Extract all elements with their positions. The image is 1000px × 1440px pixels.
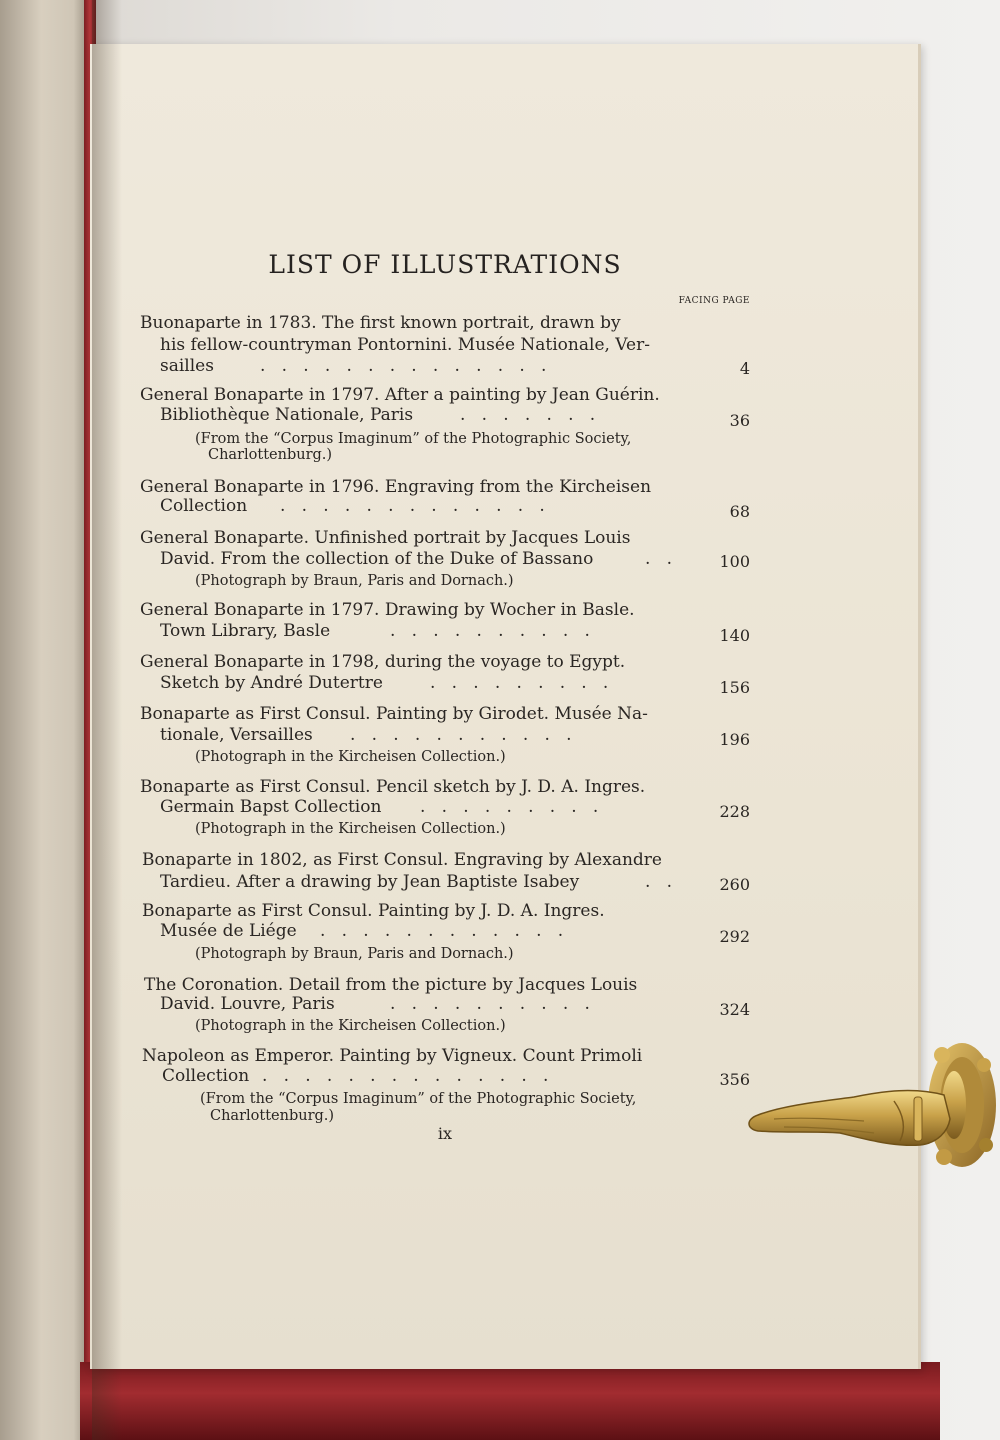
entry-note: (Photograph by Braun, Paris and Dornach.) [195, 946, 514, 962]
entry-note: (From the “Corpus Imaginum” of the Photographic Society, [195, 431, 632, 447]
page-number: 156 [719, 678, 750, 697]
entry-line: Musée de Liége [160, 921, 297, 941]
leader-dots: . . . . . . . . . . . . [320, 921, 564, 941]
leader-dots: . . . . . . . . . . . . . . [262, 1066, 549, 1086]
page-number: 4 [739, 359, 750, 378]
spine-shadow [92, 0, 122, 1440]
page-number: 36 [729, 411, 750, 430]
entry-line: Buonaparte in 1783. The first known portrait, drawn by [140, 313, 621, 333]
entry-line: Town Library, Basle [160, 621, 331, 641]
entry-note: (Photograph by Braun, Paris and Dornach.) [195, 573, 514, 589]
entry-line: tionale, Versailles [160, 725, 313, 745]
entry-line: Collection [162, 1066, 250, 1086]
entry-line: General Bonaparte in 1797. Drawing by Wocher in Basle. [140, 600, 635, 620]
entry-line: his fellow-countryman Pontornini. Musée Nationale, Ver- [160, 335, 650, 355]
entry-line: Bonaparte as First Consul. Painting by J. D. A. Ingres. [142, 901, 605, 921]
entry-line: The Coronation. Detail from the picture by Jacques Louis [144, 975, 638, 995]
page-number: 100 [719, 552, 750, 571]
entry-note: (From the “Corpus Imaginum” of the Photographic Society, [200, 1091, 637, 1107]
entry-line: Tardieu. After a drawing by Jean Baptiste Isabey [160, 872, 580, 892]
leader-dots: . . [645, 872, 673, 892]
entry-note: Charlottenburg.) [210, 1108, 335, 1124]
leader-dots: . . . . . . . . . [430, 673, 609, 693]
entry-line: Germain Bapst Collection [160, 797, 382, 817]
entry-line: David. From the collection of the Duke of Bassano [160, 549, 594, 569]
leader-dots: . . . . . . . . . . . [350, 725, 572, 745]
brass-hand-bookmark [744, 1035, 1000, 1185]
leader-dots: . . . . . . . . . [420, 797, 599, 817]
entry-line: Napoleon as Emperor. Painting by Vigneux. Count Primoli [142, 1046, 643, 1066]
page-title: LIST OF ILLUSTRATIONS [268, 250, 622, 279]
page-number: 140 [719, 626, 750, 645]
leader-dots: . . . . . . . . . . . . . [280, 496, 545, 516]
entry-line: Bibliothèque Nationale, Paris [160, 405, 414, 425]
page-number: 260 [719, 875, 750, 894]
page-number: 292 [719, 927, 750, 946]
entry-line: Sketch by André Dutertre [160, 673, 383, 693]
leader-dots: . . [645, 549, 673, 569]
entry-line: Bonaparte as First Consul. Pencil sketch by J. D. A. Ingres. [140, 777, 646, 797]
entry-note: Charlottenburg.) [208, 447, 333, 463]
page-folio: ix [437, 1124, 453, 1143]
facing-left-page [0, 0, 92, 1440]
entry-line: Bonaparte in 1802, as First Consul. Engraving by Alexandre [142, 850, 662, 870]
entry-line: David. Louvre, Paris [160, 994, 335, 1014]
page-number: 356 [719, 1070, 750, 1089]
entry-note: (Photograph in the Kircheisen Collection.) [195, 1018, 506, 1034]
page-number: 68 [729, 502, 750, 521]
entry-note: (Photograph in the Kircheisen Collection.) [195, 821, 506, 837]
book-cover-bottom [80, 1362, 940, 1440]
page-number: 228 [719, 802, 750, 821]
entry-line: General Bonaparte in 1796. Engraving from the Kircheisen [140, 477, 652, 497]
entry-line: Collection [160, 496, 248, 516]
page-number: 196 [719, 730, 750, 749]
leader-dots: . . . . . . . . . . [390, 994, 590, 1014]
entry-note: (Photograph in the Kircheisen Collection.) [195, 749, 506, 765]
entry-line: General Bonaparte. Unfinished portrait by Jacques Louis [140, 528, 631, 548]
page-number: 324 [719, 1000, 750, 1019]
leader-dots: . . . . . . . [460, 405, 596, 425]
entry-line: Bonaparte as First Consul. Painting by Girodet. Musée Na- [140, 704, 648, 724]
entry-line: General Bonaparte in 1797. After a painting by Jean Guérin. [140, 385, 660, 405]
facing-page-label: FACING PAGE [678, 296, 750, 306]
leader-dots: . . . . . . . . . . [390, 621, 590, 641]
leader-dots: . . . . . . . . . . . . . . [260, 356, 547, 376]
entry-line: sailles [160, 356, 214, 376]
entry-line: General Bonaparte in 1798, during the voyage to Egypt. [140, 652, 626, 672]
